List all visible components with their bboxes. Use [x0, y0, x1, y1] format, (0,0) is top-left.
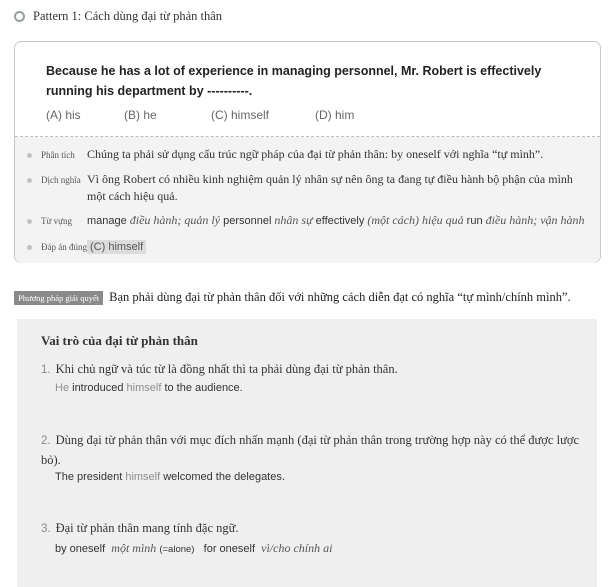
example-phrase: by oneself [55, 543, 106, 555]
roles-title: Vai trò của đại từ phản thân [41, 333, 198, 348]
question-text: Because he has a lot of experience in managing personnel, Mr. Robert is effectively running his department by ----------. [46, 64, 542, 98]
example-phrase: for oneself [203, 543, 256, 555]
item-number: 1. [41, 364, 51, 376]
vocabulary-row [27, 212, 587, 230]
bullet-dot-icon [27, 245, 32, 250]
option-a[interactable]: (A) his [46, 108, 81, 122]
bullet-dot-icon [27, 153, 32, 158]
example-meaning: một mình [111, 541, 157, 555]
item-text: Dùng đại từ phản thân với mục đích nhấn mạnh (đại từ phản thân trong trường hợp này có thể được lược bỏ). [41, 433, 580, 467]
item-text: Đại từ phản thân mang tính đặc ngữ. [55, 521, 239, 535]
answer-row [27, 238, 587, 256]
item-number: 3. [41, 523, 51, 535]
example-highlight: himself [126, 382, 162, 394]
vocab-vn: điều hành; quản lý [129, 213, 221, 227]
analysis-text: Chúng ta phải sử dụng cấu trúc ngữ pháp của đại từ phản thân: by oneself với nghĩa “tự mình”. [87, 147, 544, 161]
bullet-dot-icon [27, 178, 32, 183]
role-item-2 [41, 431, 581, 470]
method-text: Bạn phải dùng đại từ phản thân đối với những cách diễn đạt có nghĩa “tự mình/chính mình”. [109, 290, 571, 304]
pattern-title: Pattern 1: Cách dùng đại từ phản thân [33, 8, 223, 23]
vocab-en: run [466, 215, 483, 227]
translation-text: Vì ông Robert có nhiều kinh nghiệm quản lý nhân sự nên ông ta đang tự điều hành bộ phận của mình một cách hiệu quả. [87, 172, 573, 203]
vocab-vn: điều hành; vận hành [485, 213, 585, 227]
example-part: introduced [69, 382, 127, 394]
option-c[interactable]: (C) himself [211, 108, 270, 122]
example-note: (=alone) [159, 544, 195, 555]
role-item-1 [41, 360, 581, 380]
answer-value: (C) himself [87, 240, 146, 254]
example-3 [55, 541, 332, 556]
item-number: 2. [41, 435, 51, 447]
question-box [14, 41, 601, 263]
vocab-en: personnel [223, 215, 272, 227]
vocab-vn: (một cách) hiệu quả [367, 213, 464, 227]
example-part: He [55, 382, 70, 394]
method-tag: Phương pháp giải quyết [14, 291, 103, 305]
explanation-section [15, 137, 600, 263]
example-meaning: vì/cho chính ai [261, 541, 333, 555]
example-part: The president [55, 471, 126, 483]
pattern-header [14, 8, 222, 24]
bullet-dot-icon [27, 219, 32, 224]
analysis-row [27, 146, 587, 164]
analysis-label: Phân tích [41, 150, 75, 160]
example-part: to the audience. [161, 382, 243, 394]
item-text: Khi chủ ngữ và túc từ là đồng nhất thì ta phải dùng đại từ phản thân. [55, 362, 398, 376]
example-1 [55, 382, 243, 394]
example-2 [55, 471, 285, 483]
vocabulary-text [87, 212, 587, 230]
option-b[interactable]: (B) he [124, 108, 157, 122]
roles-panel [17, 319, 597, 587]
answer-label: Đáp án đúng [41, 242, 87, 252]
role-item-3 [41, 519, 581, 539]
method-line [14, 290, 571, 305]
option-d[interactable]: (D) him [315, 108, 355, 122]
vocab-en: manage [87, 215, 127, 227]
translation-label: Dịch nghĩa [41, 175, 81, 185]
example-part: welcomed the delegates. [160, 471, 285, 483]
answer-value-wrap [87, 238, 587, 256]
question-area [15, 42, 600, 137]
translation-row [27, 171, 587, 205]
vocabulary-label: Từ vựng [41, 216, 73, 226]
circle-bullet-icon [14, 11, 25, 22]
vocab-en: effectively [315, 215, 365, 227]
example-highlight: himself [125, 471, 161, 483]
vocab-vn: nhân sự [274, 213, 313, 227]
